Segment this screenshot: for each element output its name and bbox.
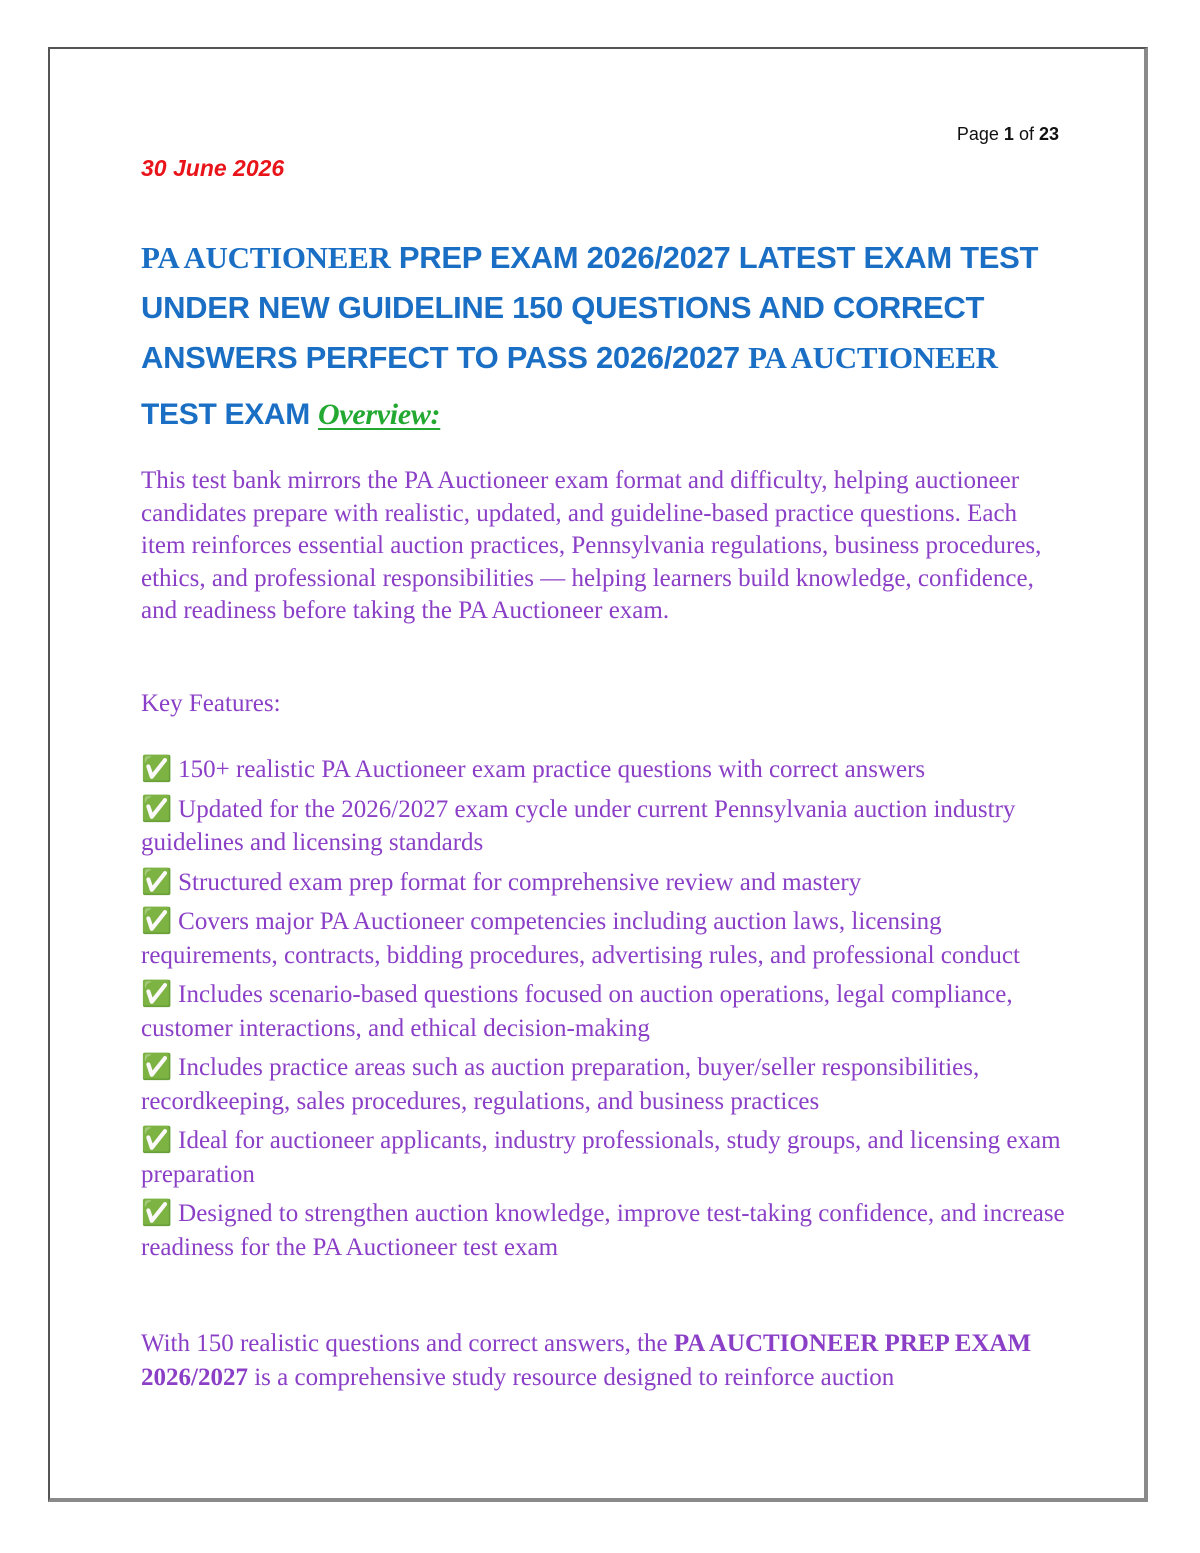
feature-item xyxy=(141,866,1066,900)
check-icon: ✅ xyxy=(141,1200,173,1227)
feature-item xyxy=(141,978,1066,1045)
feature-text: Includes scenario-based questions focused on auction operations, legal compliance, customer interactions, and ethical decision-making xyxy=(141,981,1013,1042)
check-icon: ✅ xyxy=(141,1127,173,1154)
key-features-label: Key Features: xyxy=(141,690,281,717)
overview-heading-prefix: TEST EXAM xyxy=(141,398,319,431)
feature-item xyxy=(141,753,1066,787)
feature-item xyxy=(141,1051,1066,1118)
page-total: 23 xyxy=(1038,124,1059,144)
feature-item xyxy=(141,793,1066,860)
overview-heading xyxy=(141,398,440,432)
feature-text: Designed to strengthen auction knowledge, improve test-taking confidence, and increase readiness for the PA Auctioneer test exam xyxy=(141,1200,1065,1261)
feature-text: Structured exam prep format for comprehensive review and mastery xyxy=(178,868,862,896)
page-of: of xyxy=(1018,124,1034,144)
feature-text: Ideal for auctioneer applicants, industry professionals, study groups, and licensing exam preparation xyxy=(141,1127,1061,1188)
page-label: Page xyxy=(956,124,999,144)
features-list xyxy=(141,753,1066,1270)
feature-text: 150+ realistic PA Auctioneer exam practice questions with correct answers xyxy=(178,756,926,783)
title-part-2: PREP EXAM 2026/2027 LATEST EXAM TEST UNDER NEW GUIDELINE 150 QUESTIONS AND CORRECT ANSWERS PERFECT TO PASS 2026/2027 xyxy=(141,240,1039,375)
page-number xyxy=(957,124,1059,145)
intro-paragraph: This test bank mirrors the PA Auctioneer exam format and difficulty, helping auctioneer candidates prepare with realistic, updated, and guideline-based practice questions. Each item reinforces essential auction practices, Pennsylvania regulations, business procedures, ethics, and professional responsibilities — helping learners build knowledge, confidence, and readiness before taking the PA Auctioneer exam. xyxy=(141,467,1042,624)
title-part-1: PA AUCTIONEER xyxy=(141,240,391,275)
check-icon: ✅ xyxy=(141,868,173,896)
closing-paragraph xyxy=(141,1327,1066,1394)
feature-item xyxy=(141,1124,1066,1191)
check-icon: ✅ xyxy=(141,1054,173,1081)
feature-item xyxy=(141,905,1066,972)
page-current: 1 xyxy=(1003,124,1014,144)
closing-after: is a comprehensive study resource designed to reinforce auction xyxy=(247,1363,895,1391)
feature-item xyxy=(141,1197,1066,1264)
feature-text: Updated for the 2026/2027 exam cycle under current Pennsylvania auction industry guidelines and licensing standards xyxy=(141,795,1016,856)
title-part-3: PA AUCTIONEER xyxy=(748,340,998,375)
closing-before: With 150 realistic questions and correct answers, the xyxy=(141,1330,674,1357)
overview-word: Overview: xyxy=(318,398,441,431)
closing-bold: PA AUCTIONEER PREP EXAM 2026/2027 xyxy=(141,1330,1032,1391)
document-title xyxy=(141,233,1061,383)
document-date: 30 June 2026 xyxy=(141,155,285,181)
feature-text: Includes practice areas such as auction preparation, buyer/seller responsibilities, recordkeeping, sales procedures, regulations, and business practices xyxy=(141,1054,980,1115)
check-icon: ✅ xyxy=(141,756,173,783)
check-icon: ✅ xyxy=(141,795,173,823)
check-icon: ✅ xyxy=(141,981,173,1008)
check-icon: ✅ xyxy=(141,908,173,935)
feature-text: Covers major PA Auctioneer competencies including auction laws, licensing requirements, contracts, bidding procedures, advertising rules, and professional conduct xyxy=(141,908,1020,969)
